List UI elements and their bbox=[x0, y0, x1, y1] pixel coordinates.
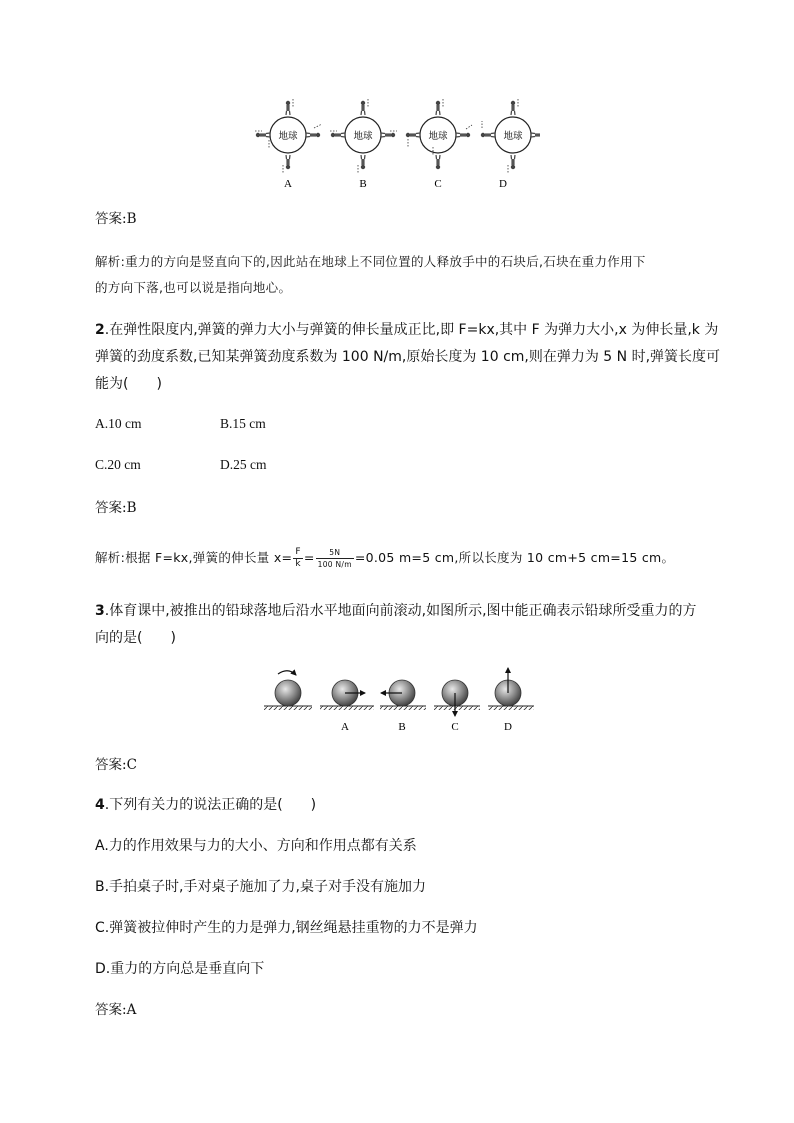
globe-figure bbox=[250, 95, 540, 195]
q3-answer bbox=[95, 755, 705, 775]
ball-b bbox=[381, 680, 415, 706]
analysis-text: 重力的方向是竖直向下的,因此站在地球上不同位置的人释放手中的石块后,石块在重力作用下 bbox=[125, 254, 646, 269]
answer-label: 答案: bbox=[95, 211, 127, 227]
question-number: 4 bbox=[95, 797, 105, 813]
globe-label: 地球 bbox=[278, 131, 298, 142]
globe-label: 地球 bbox=[503, 131, 523, 142]
answer-value: B bbox=[126, 211, 137, 227]
q3-stem-line1 bbox=[95, 601, 705, 621]
globe-label: 地球 bbox=[428, 131, 448, 142]
answer-value: C bbox=[126, 757, 137, 773]
q4-stem bbox=[95, 795, 705, 815]
figure-option-label: A bbox=[341, 721, 349, 733]
q2-stem-line2: 弹簧的劲度系数,已知某弹簧劲度系数为 100 N/m,原始长度为 10 cm,则在弹力为 5 N 时,弹簧长度可 bbox=[95, 349, 721, 365]
q4-option-a: A.力的作用效果与力的大小、方向和作用点都有关系 bbox=[95, 838, 417, 854]
q2-option-c: C.20 cm bbox=[95, 457, 141, 472]
answer-label: 答案: bbox=[95, 1002, 127, 1018]
analysis-text: 根据 F=kx,弹簧的伸长量 x= bbox=[125, 550, 293, 565]
q2-option-a: A.10 cm bbox=[95, 416, 142, 431]
q4-option-c: C.弹簧被拉伸时产生的力是弹力,钢丝绳悬挂重物的力不是弹力 bbox=[95, 920, 478, 936]
figure-option-label: D bbox=[499, 178, 507, 190]
figure-option-label: B bbox=[359, 178, 367, 190]
figure-option-label: C bbox=[434, 178, 442, 190]
q4-option-b: B.手拍桌子时,手对桌子施加了力,桌子对手没有施加力 bbox=[95, 879, 426, 895]
figure-option-label: B bbox=[398, 721, 406, 733]
answer-label: 答案: bbox=[95, 757, 127, 773]
fraction-f-over-k: $\frac{F}{k}$ bbox=[295, 547, 301, 569]
q2-stem-line3: 能为( ) bbox=[95, 376, 162, 392]
q2-stem-line1 bbox=[95, 320, 719, 340]
stem-text: .下列有关力的说法正确的是( ) bbox=[104, 797, 317, 813]
analysis-result: =0.05 m=5 cm,所以长度为 10 cm+5 cm=15 cm。 bbox=[354, 550, 675, 565]
stem-text: .体育课中,被推出的铅球落地后沿水平地面向前滚动,如图所示,图中能正确表示铅球所受重力的方 bbox=[104, 603, 697, 619]
q3-stem-line2: 向的是( ) bbox=[95, 630, 176, 646]
q2-answer bbox=[95, 498, 705, 518]
question-number: 3 bbox=[95, 603, 105, 619]
figure-option-label: C bbox=[451, 721, 459, 733]
ball-reference bbox=[275, 671, 301, 706]
globe-b bbox=[330, 99, 397, 173]
stem-text: .在弹性限度内,弹簧的弹力大小与弹簧的伸长量成正比,即 F=kx,其中 F 为弹力大小,x 为伸长量,k 为 bbox=[104, 322, 719, 338]
q4-option-d: D.重力的方向总是垂直向下 bbox=[95, 961, 265, 977]
fraction-values: $\frac{5N}{100 N/m}$ bbox=[317, 548, 352, 569]
ball-c bbox=[442, 680, 468, 716]
ball-d bbox=[495, 668, 521, 706]
figure-option-label: A bbox=[284, 178, 292, 190]
q1-analysis-line2: 的方向下落,也可以说是指向地心。 bbox=[95, 280, 292, 295]
ball-a bbox=[332, 680, 365, 706]
globe-label: 地球 bbox=[353, 131, 373, 142]
analysis-label: 解析: bbox=[95, 550, 126, 565]
answer-label: 答案: bbox=[95, 500, 127, 516]
answer-value: A bbox=[126, 1002, 137, 1018]
globe-a bbox=[255, 99, 322, 173]
question-number: 2 bbox=[95, 322, 105, 338]
q1-analysis-line1 bbox=[95, 252, 705, 272]
analysis-label: 解析: bbox=[95, 254, 126, 269]
q2-option-b: B.15 cm bbox=[220, 416, 266, 431]
shot-put-figure bbox=[262, 662, 542, 737]
answer-value: B bbox=[126, 500, 137, 516]
globe-c bbox=[406, 99, 472, 169]
q1-answer bbox=[95, 209, 705, 229]
q2-analysis: 解析:根据 F=kx,弹簧的伸长量 x= $\frac{F}{k}$ = $\frac{5N}{100 N/m}$ =0.05 m=5 cm,所以长度为 10 cm+5 cm=15 cm。 bbox=[95, 547, 675, 569]
ground bbox=[264, 706, 534, 710]
globe-d bbox=[481, 99, 540, 173]
q4-answer bbox=[95, 1000, 705, 1020]
figure-option-label: D bbox=[504, 721, 512, 733]
q2-option-d: D.25 cm bbox=[220, 457, 267, 472]
